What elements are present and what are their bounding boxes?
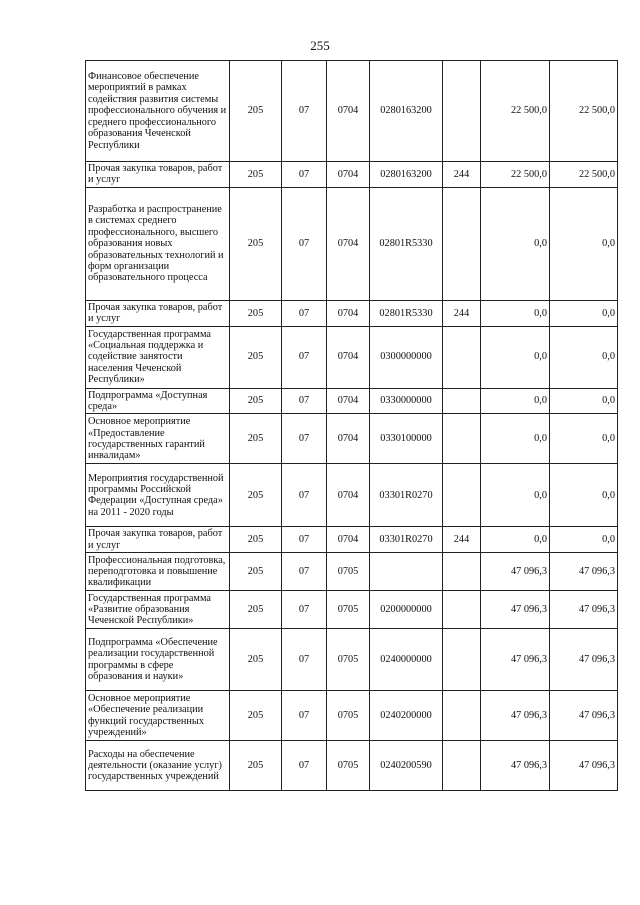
row-name: Прочая закупка товаров, работ и услуг — [86, 527, 230, 553]
rz-cell: 07 — [282, 741, 327, 791]
sum1-cell: 47 096,3 — [481, 741, 550, 791]
row-name: Основное мероприятие «Обеспечение реализации функций государственных учреждений» — [86, 691, 230, 741]
sum1-cell: 0,0 — [481, 527, 550, 553]
table-row — [86, 187, 618, 300]
sum2-cell: 47 096,3 — [550, 691, 618, 741]
rz-cell: 07 — [282, 591, 327, 629]
prz-cell: 0705 — [327, 691, 370, 741]
row-name: Профессиональная подготовка, переподготовка и повышение квалификации — [86, 553, 230, 591]
table-row — [86, 326, 618, 388]
table-row — [86, 527, 618, 553]
row-name: Государственная программа «Социальная поддержка и содействие занятости населения Чеченской Республики» — [86, 326, 230, 388]
rz-cell: 07 — [282, 388, 327, 414]
csr-cell: 0300000000 — [370, 326, 443, 388]
prz-cell: 0704 — [327, 527, 370, 553]
sum1-cell: 47 096,3 — [481, 553, 550, 591]
rz-cell: 07 — [282, 187, 327, 300]
vr-cell: 244 — [443, 162, 481, 188]
sum2-cell: 0,0 — [550, 414, 618, 464]
table-row — [86, 414, 618, 464]
sum2-cell: 0,0 — [550, 300, 618, 326]
glav-cell: 205 — [230, 187, 282, 300]
row-name: Подпрограмма «Доступная среда» — [86, 388, 230, 414]
vr-cell — [443, 414, 481, 464]
csr-cell: 0280163200 — [370, 61, 443, 162]
prz-cell: 0704 — [327, 162, 370, 188]
table-row — [86, 388, 618, 414]
vr-cell — [443, 388, 481, 414]
sum2-cell: 0,0 — [550, 187, 618, 300]
table-row — [86, 553, 618, 591]
prz-cell: 0705 — [327, 591, 370, 629]
prz-cell: 0704 — [327, 414, 370, 464]
glav-cell: 205 — [230, 388, 282, 414]
sum1-cell: 0,0 — [481, 414, 550, 464]
glav-cell: 205 — [230, 527, 282, 553]
vr-cell — [443, 591, 481, 629]
rz-cell: 07 — [282, 629, 327, 691]
rz-cell: 07 — [282, 326, 327, 388]
sum1-cell: 0,0 — [481, 388, 550, 414]
vr-cell — [443, 629, 481, 691]
sum1-cell: 0,0 — [481, 187, 550, 300]
prz-cell: 0704 — [327, 300, 370, 326]
sum1-cell: 0,0 — [481, 464, 550, 527]
csr-cell: 0280163200 — [370, 162, 443, 188]
csr-cell: 02801R5330 — [370, 187, 443, 300]
row-name: Государственная программа «Развитие образования Чеченской Республики» — [86, 591, 230, 629]
sum2-cell: 0,0 — [550, 464, 618, 527]
vr-cell — [443, 691, 481, 741]
row-name: Финансовое обеспечение мероприятий в рамках содействия развития системы профессионального обучения и среднего профессионального образования Чеченской Республики — [86, 61, 230, 162]
sum2-cell: 47 096,3 — [550, 741, 618, 791]
table-row — [86, 629, 618, 691]
vr-cell — [443, 553, 481, 591]
rz-cell: 07 — [282, 61, 327, 162]
row-name: Прочая закупка товаров, работ и услуг — [86, 162, 230, 188]
csr-cell: 03301R0270 — [370, 464, 443, 527]
sum1-cell: 22 500,0 — [481, 162, 550, 188]
glav-cell: 205 — [230, 553, 282, 591]
table-row — [86, 591, 618, 629]
sum2-cell: 22 500,0 — [550, 61, 618, 162]
glav-cell: 205 — [230, 741, 282, 791]
sum1-cell: 22 500,0 — [481, 61, 550, 162]
prz-cell: 0704 — [327, 61, 370, 162]
vr-cell — [443, 61, 481, 162]
rz-cell: 07 — [282, 464, 327, 527]
vr-cell — [443, 741, 481, 791]
csr-cell: 02801R5330 — [370, 300, 443, 326]
glav-cell: 205 — [230, 61, 282, 162]
prz-cell: 0705 — [327, 741, 370, 791]
sum2-cell: 0,0 — [550, 527, 618, 553]
vr-cell — [443, 464, 481, 527]
vr-cell — [443, 326, 481, 388]
prz-cell: 0704 — [327, 326, 370, 388]
glav-cell: 205 — [230, 162, 282, 188]
row-name: Мероприятия государственной программы Российской Федерации «Доступная среда» на 2011 - 2020 годы — [86, 464, 230, 527]
sum1-cell: 47 096,3 — [481, 591, 550, 629]
csr-cell: 0240200590 — [370, 741, 443, 791]
csr-cell: 0200000000 — [370, 591, 443, 629]
glav-cell: 205 — [230, 464, 282, 527]
table-row — [86, 300, 618, 326]
csr-cell: 03301R0270 — [370, 527, 443, 553]
prz-cell: 0704 — [327, 388, 370, 414]
row-name: Прочая закупка товаров, работ и услуг — [86, 300, 230, 326]
table-row — [86, 691, 618, 741]
table-row — [86, 741, 618, 791]
glav-cell: 205 — [230, 591, 282, 629]
prz-cell: 0705 — [327, 629, 370, 691]
row-name: Расходы на обеспечение деятельности (оказание услуг) государственных учреждений — [86, 741, 230, 791]
sum2-cell: 0,0 — [550, 388, 618, 414]
csr-cell: 0330000000 — [370, 388, 443, 414]
sum1-cell: 0,0 — [481, 300, 550, 326]
table-row — [86, 464, 618, 527]
row-name: Подпрограмма «Обеспечение реализации государственной программы в сфере образования и науки» — [86, 629, 230, 691]
glav-cell: 205 — [230, 326, 282, 388]
csr-cell: 0240200000 — [370, 691, 443, 741]
sum2-cell: 47 096,3 — [550, 591, 618, 629]
glav-cell: 205 — [230, 300, 282, 326]
csr-cell: 0240000000 — [370, 629, 443, 691]
sum1-cell: 47 096,3 — [481, 629, 550, 691]
rz-cell: 07 — [282, 553, 327, 591]
vr-cell — [443, 187, 481, 300]
sum1-cell: 47 096,3 — [481, 691, 550, 741]
prz-cell: 0705 — [327, 553, 370, 591]
rz-cell: 07 — [282, 691, 327, 741]
rz-cell: 07 — [282, 162, 327, 188]
csr-cell: 0330100000 — [370, 414, 443, 464]
rz-cell: 07 — [282, 414, 327, 464]
prz-cell: 0704 — [327, 187, 370, 300]
glav-cell: 205 — [230, 691, 282, 741]
sum1-cell: 0,0 — [481, 326, 550, 388]
table-row — [86, 61, 618, 162]
csr-cell — [370, 553, 443, 591]
vr-cell: 244 — [443, 527, 481, 553]
page-number: 255 — [310, 38, 330, 53]
sum2-cell: 47 096,3 — [550, 629, 618, 691]
prz-cell: 0704 — [327, 464, 370, 527]
rz-cell: 07 — [282, 300, 327, 326]
table-row — [86, 162, 618, 188]
row-name: Основное мероприятие «Предоставление государственных гарантий инвалидам» — [86, 414, 230, 464]
glav-cell: 205 — [230, 414, 282, 464]
sum2-cell: 47 096,3 — [550, 553, 618, 591]
rz-cell: 07 — [282, 527, 327, 553]
budget-table — [85, 60, 618, 791]
sum2-cell: 22 500,0 — [550, 162, 618, 188]
vr-cell: 244 — [443, 300, 481, 326]
row-name: Разработка и распространение в системах среднего профессионального, высшего образования новых образовательных технологий и форм организации образовательного процесса — [86, 187, 230, 300]
glav-cell: 205 — [230, 629, 282, 691]
sum2-cell: 0,0 — [550, 326, 618, 388]
